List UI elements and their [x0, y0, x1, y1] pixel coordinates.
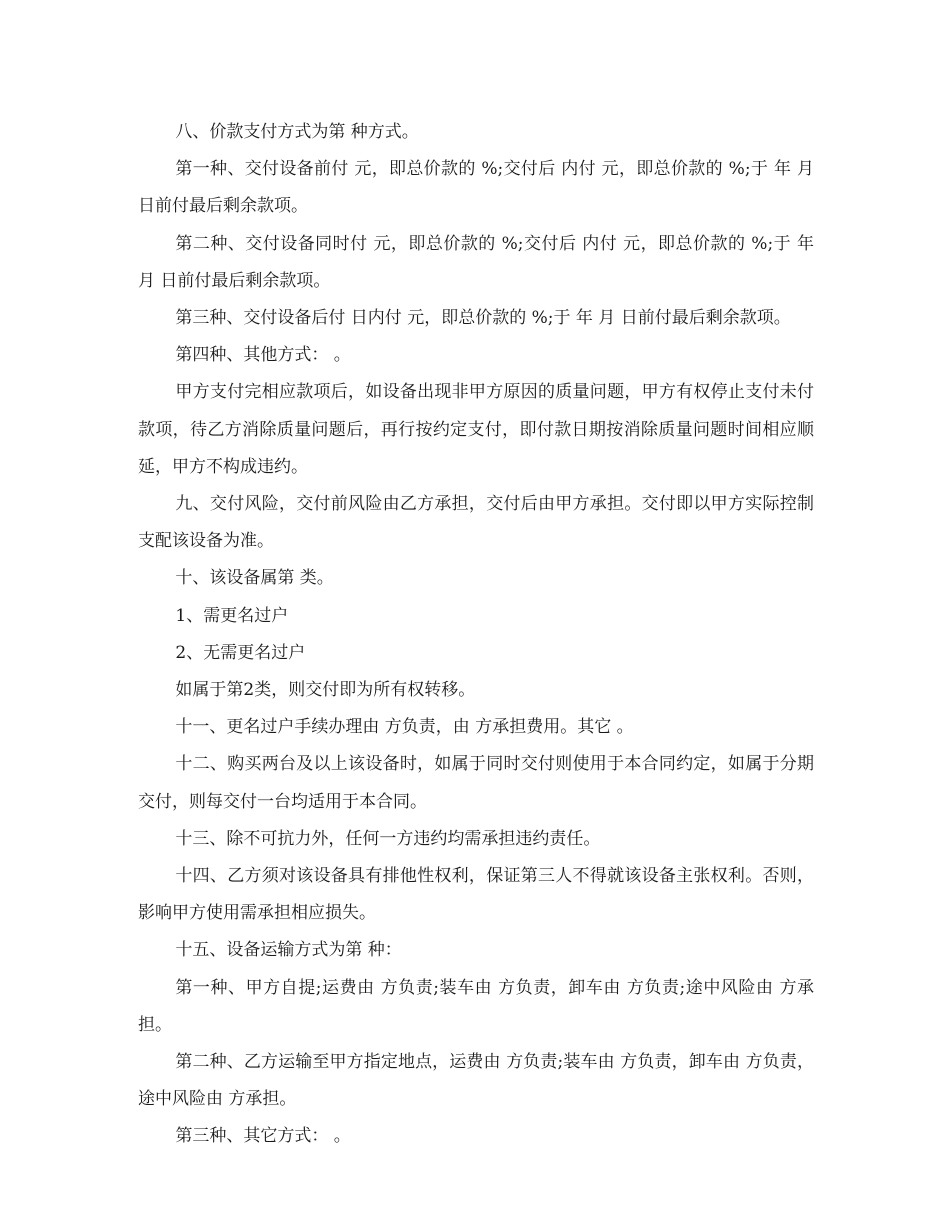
- category-option-2: 2、无需更名过户: [175, 642, 306, 663]
- clause-12-multiple-units: 十二、购买两台及以上该设备时，如属于同时交付则使用于本合同约定，如属于分期交付，则每交付一台均适用于本合同。: [138, 754, 814, 812]
- payment-option-2: 第二种、交付设备同时付 元，即总价款的 %;交付后 内付 元，即总价款的 %;于 年 月 日前付最后剩余款项。: [138, 233, 814, 291]
- transport-option-3: 第三种、其它方式： 。: [175, 1126, 351, 1147]
- quality-issue-paragraph: 甲方支付完相应款项后，如设备出现非甲方原因的质量问题，甲方有权停止支付未付款项，待乙方消除质量问题后，再行按约定支付，即付款日期按消除质量问题时间相应顺延，甲方不构成违约。: [138, 382, 814, 477]
- document-body: [138, 114, 814, 1156]
- clause-13-breach: 十三、除不可抗力外，任何一方违约均需承担违约责任。: [175, 828, 601, 849]
- clause-15-transport: 十五、设备运输方式为第 种：: [175, 940, 402, 961]
- clause-9-delivery-risk: 九、交付风险，交付前风险由乙方承担，交付后由甲方承担。交付即以甲方实际控制支配该设备为准。: [138, 494, 814, 552]
- clause-11-transfer: 十一、更名过户手续办理由 方负责，由 方承担费用。其它 。: [175, 717, 634, 738]
- clause-14-exclusive-rights: 十四、乙方须对该设备具有排他性权利，保证第三人不得就该设备主张权利。否则，影响甲方使用需承担相应损失。: [138, 866, 814, 924]
- payment-option-4: 第四种、其他方式： 。: [175, 345, 351, 366]
- transport-option-1: 第一种、甲方自提;运费由 方负责;装车由 方负责，卸车由 方负责;途中风险由 方承担。: [138, 977, 814, 1035]
- category-2-note: 如属于第2类，则交付即为所有权转移。: [175, 680, 476, 701]
- clause-10-category: 十、该设备属第 类。: [175, 568, 334, 589]
- category-option-1: 1、需更名过户: [175, 605, 289, 626]
- payment-option-3: 第三种、交付设备后付 日内付 元，即总价款的 %;于 年 月 日前付最后剩余款项。: [175, 308, 791, 329]
- transport-option-2: 第二种、乙方运输至甲方指定地点，运费由 方负责;装车由 方负责，卸车由 方负责，途中风险由 方承担。: [138, 1052, 814, 1110]
- payment-option-1: 第一种、交付设备前付 元，即总价款的 %;交付后 内付 元，即总价款的 %;于 年 月 日前付最后剩余款项。: [138, 159, 814, 217]
- clause-8-payment-method: 八、价款支付方式为第 种方式。: [175, 122, 419, 142]
